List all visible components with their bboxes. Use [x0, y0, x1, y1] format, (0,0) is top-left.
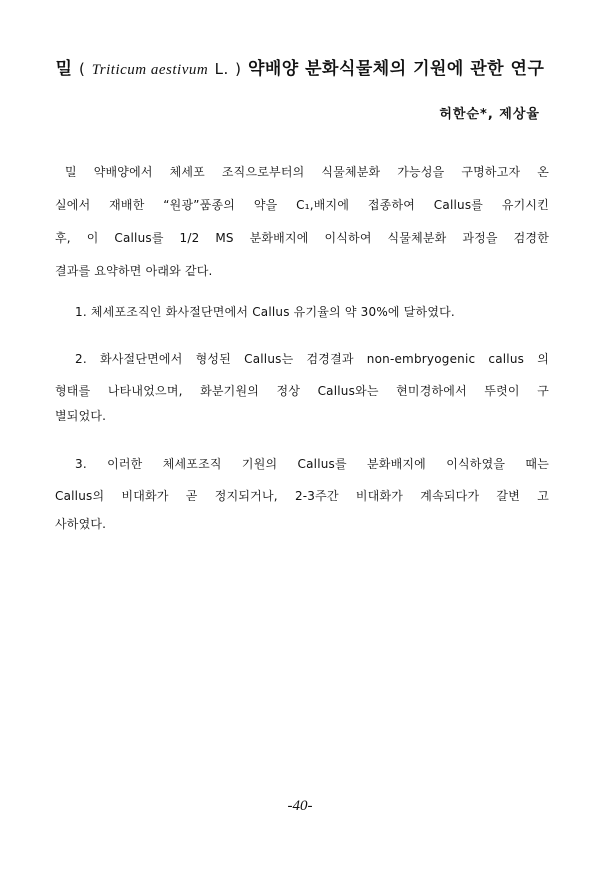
author-list: 허한순*, 제상율	[439, 107, 540, 122]
item-2-line-3: 별되었다.	[55, 409, 107, 423]
title-paren-open: (	[78, 60, 86, 78]
title-latin-author: L.	[214, 60, 229, 78]
intro-line-1: 밀 약배양에서 체세포 조직으로부터의 식물체분화 가능성을 구명하고자 온	[65, 165, 549, 179]
item-3-line-3: 사하였다.	[55, 517, 107, 531]
item-2-line-1: 2. 화사절단면에서 형성된 Callus는 검경결과 non-embryogenic callus 의	[75, 352, 549, 366]
paper-title	[0, 54, 600, 79]
intro-line-4: 결과를 요약하면 아래와 같다.	[55, 264, 213, 278]
title-latin-name: Triticum aestivum	[91, 62, 209, 78]
item-2-line-2: 형태를 나타내었으며, 화분기원의 정상 Callus와는 현미경하에서 뚜렷이 구	[55, 384, 549, 398]
title-paren-close: )	[235, 60, 242, 78]
item-1-line-1: 1. 체세포조직인 화사절단면에서 Callus 유기율의 약 30%에 달하였다.	[75, 305, 455, 319]
page-number: -40-	[287, 798, 313, 814]
intro-line-2: 실에서 재배한 “원광”품종의 약을 C₁,배지에 접종하여 Callus를 유기시킨	[55, 198, 549, 212]
item-3-line-1: 3. 이러한 체세포조직 기원의 Callus를 분화배지에 이식하였을 때는	[75, 457, 549, 471]
title-suffix: 약배양 분화식물체의 기원에 관한 연구	[247, 59, 545, 79]
title-prefix: 밀	[55, 59, 73, 79]
intro-line-3: 후, 이 Callus를 1/2 MS 분화배지에 이식하여 식물체분화 과정을 검경한	[55, 231, 549, 245]
item-3-line-2: Callus의 비대화가 곧 정지되거나, 2-3주간 비대화가 계속되다가 갈변 고	[55, 489, 549, 503]
